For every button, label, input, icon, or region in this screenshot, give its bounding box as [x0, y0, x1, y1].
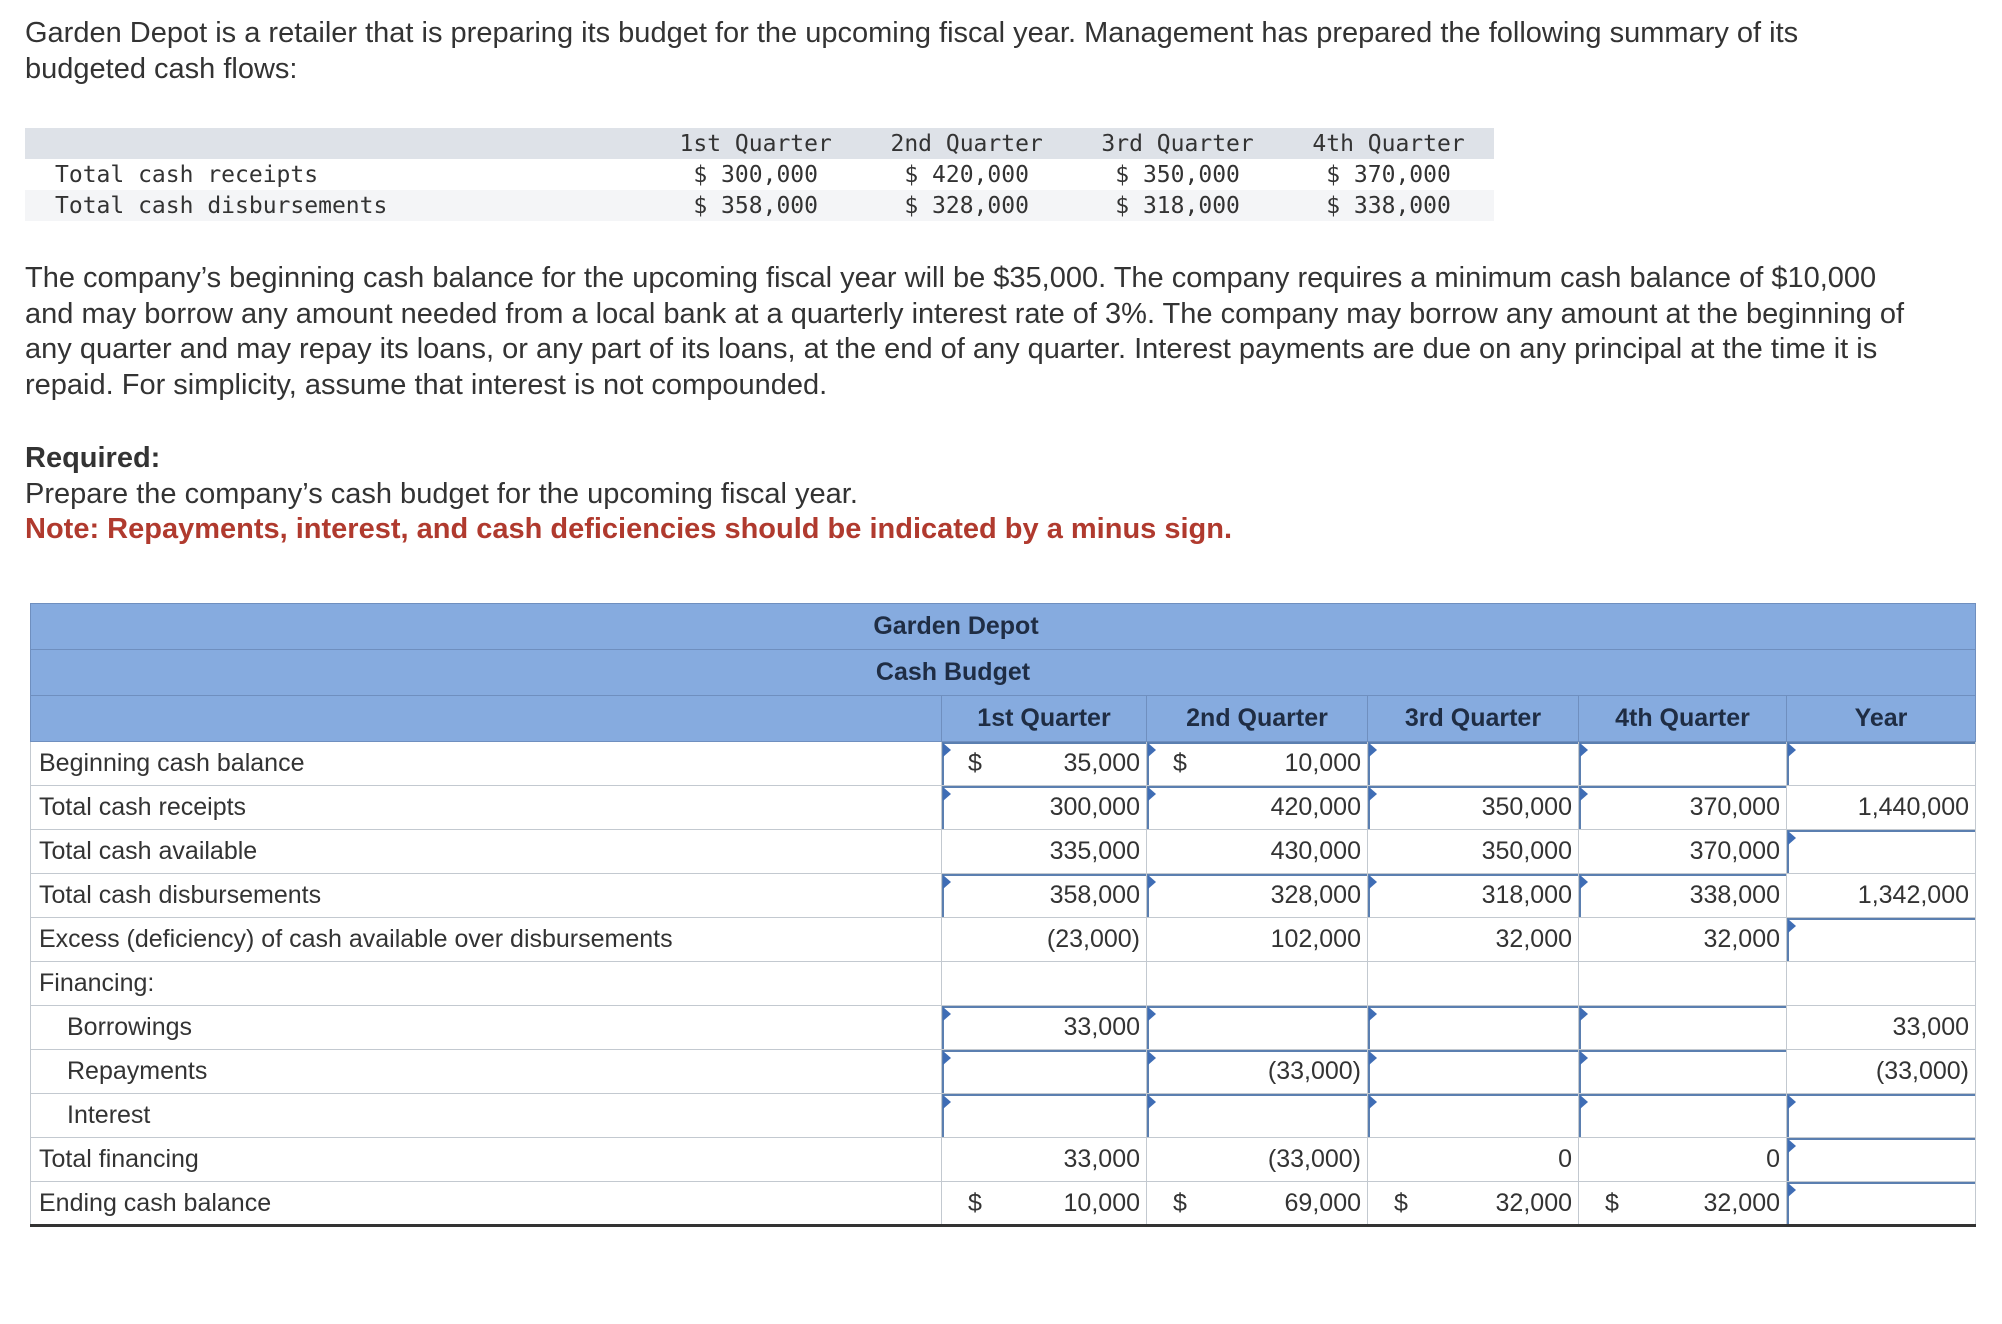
required-text: Prepare the company’s cash budget for the upcoming fiscal year. [25, 478, 858, 510]
row-label: Total financing [31, 1138, 942, 1182]
cell-value: 0 [1766, 1145, 1780, 1173]
currency-symbol: $ [1173, 1188, 1187, 1217]
cell-value: (23,000) [1046, 925, 1140, 953]
cell-value: 350,000 [1481, 793, 1572, 821]
row-label: Interest [31, 1094, 942, 1138]
cell-value: 33,000 [1063, 1145, 1140, 1173]
cell-value: 300,000 [1049, 793, 1140, 821]
input-cell[interactable] [1787, 742, 1976, 786]
cell-value: 358,000 [1049, 881, 1140, 909]
table-row [31, 1050, 1976, 1094]
cell-value: 35,000 [1063, 749, 1140, 777]
input-cell[interactable] [942, 1050, 1147, 1094]
input-cell[interactable] [1368, 1006, 1579, 1050]
cell-value: 1,342,000 [1857, 881, 1970, 909]
input-cell[interactable] [1787, 1094, 1976, 1138]
cell-value: 32,000 [1703, 925, 1780, 953]
required-note: Note: Repayments, interest, and cash deficiencies should be indicated by a minus sign. [25, 513, 1233, 545]
input-cell[interactable] [1579, 1050, 1787, 1094]
table-row [31, 830, 1976, 874]
input-cell[interactable] [1368, 874, 1579, 918]
input-cell[interactable] [942, 742, 1147, 786]
cell-value: 69,000 [1284, 1188, 1361, 1217]
column-header-q2: 2nd Quarter [1147, 696, 1368, 742]
title-row [31, 650, 1976, 696]
summary-row [25, 159, 1494, 190]
summary-cell: $ 328,000 [904, 192, 1029, 219]
cash-budget-table [30, 603, 1976, 1227]
cell-value: (33,000) [1267, 1145, 1361, 1173]
cell-value: 318,000 [1481, 881, 1572, 909]
input-cell[interactable] [1787, 1138, 1976, 1182]
table-row [31, 1006, 1976, 1050]
currency-symbol: $ [1394, 1188, 1408, 1217]
cell-value: 370,000 [1689, 837, 1780, 865]
summary-header: 1st Quarter [679, 130, 832, 157]
cell-value: 1,440,000 [1857, 793, 1970, 821]
cell-value: (33,000) [1267, 1057, 1361, 1085]
value-cell [1579, 1182, 1787, 1226]
value-cell [1787, 786, 1976, 830]
summary-row [25, 190, 1494, 221]
input-cell[interactable] [942, 1006, 1147, 1050]
cell-value: 32,000 [1703, 1188, 1780, 1217]
currency-symbol: $ [1605, 1188, 1619, 1217]
summary-cell: $ 420,000 [904, 161, 1029, 188]
intro-paragraph: Garden Depot is a retailer that is preparing its budget for the upcoming fiscal year. Management has prepared the following summary of its budgeted cash flows: [25, 17, 1799, 85]
problem-description: The company’s beginning cash balance for the upcoming fiscal year will be $35,000. The company requires a minimum cash balance of $10,000 and may borrow any amount needed from a local bank at a quarterly interest rate of 3%. The company may borrow any amount at the beginning of any quarter and may repay its loans, or any part of its loans, at the end of any quarter. Interest payments are due on any principal at the time it is repaid. For simplicity, assume that interest is not compounded. [25, 262, 1905, 401]
value-cell [1147, 918, 1368, 962]
table-row [31, 1094, 1976, 1138]
input-cell[interactable] [942, 1094, 1147, 1138]
input-cell[interactable] [1787, 918, 1976, 962]
input-cell[interactable] [1368, 786, 1579, 830]
company-name: Garden Depot [873, 612, 1039, 640]
cell-value: 430,000 [1270, 837, 1361, 865]
value-cell [1787, 1006, 1976, 1050]
summary-table [25, 128, 1494, 221]
input-cell[interactable] [1147, 1050, 1368, 1094]
row-label: Total cash available [31, 830, 942, 874]
cell-value: 32,000 [1495, 1188, 1572, 1217]
summary-cell: $ 318,000 [1115, 192, 1240, 219]
value-cell [1787, 874, 1976, 918]
column-header-row [31, 696, 1976, 742]
table-row [31, 742, 1976, 786]
cell-value: 335,000 [1049, 837, 1140, 865]
cell-value: 33,000 [1063, 1013, 1140, 1041]
column-header-q3: 3rd Quarter [1368, 696, 1579, 742]
column-header-q4: 4th Quarter [1579, 696, 1787, 742]
table-row [31, 874, 1976, 918]
cell-value: 328,000 [1270, 881, 1361, 909]
row-label: Excess (deficiency) of cash available over disbursements [31, 918, 942, 962]
input-cell[interactable] [1579, 874, 1787, 918]
row-label: Financing: [31, 962, 942, 1006]
currency-symbol: $ [1173, 749, 1187, 777]
summary-header-row [25, 128, 1494, 159]
input-cell[interactable] [1368, 742, 1579, 786]
cell-value: 370,000 [1689, 793, 1780, 821]
value-cell [1368, 1138, 1579, 1182]
row-label: Beginning cash balance [31, 742, 942, 786]
cell-value: 338,000 [1689, 881, 1780, 909]
cell-value: 10,000 [1063, 1188, 1140, 1217]
summary-row-label: Total cash disbursements [55, 192, 388, 219]
value-cell [1579, 1138, 1787, 1182]
input-cell[interactable] [1579, 1094, 1787, 1138]
table-row [31, 786, 1976, 830]
input-cell[interactable] [1147, 1006, 1368, 1050]
input-cell[interactable] [1147, 742, 1368, 786]
value-cell [1579, 918, 1787, 962]
input-cell[interactable] [1147, 1094, 1368, 1138]
summary-header: 4th Quarter [1312, 130, 1465, 157]
value-cell [1147, 830, 1368, 874]
value-cell [1368, 918, 1579, 962]
input-cell[interactable] [942, 786, 1147, 830]
input-cell[interactable] [1368, 1050, 1579, 1094]
table-row [31, 962, 1976, 1006]
summary-cell: $ 358,000 [693, 192, 818, 219]
row-label: Repayments [31, 1050, 942, 1094]
summary-cell: $ 338,000 [1326, 192, 1451, 219]
summary-cell: $ 300,000 [693, 161, 818, 188]
cell-value: 420,000 [1270, 793, 1361, 821]
budget-title: Cash Budget [875, 658, 1031, 686]
value-cell [1147, 1182, 1368, 1226]
summary-row-label: Total cash receipts [55, 161, 319, 188]
value-cell [942, 830, 1147, 874]
cell-value: 32,000 [1495, 925, 1572, 953]
value-cell [1579, 830, 1787, 874]
required-heading: Required: [25, 442, 161, 474]
currency-symbol: $ [968, 1188, 982, 1217]
value-cell [942, 918, 1147, 962]
value-cell [1368, 1182, 1579, 1226]
value-cell [1147, 1138, 1368, 1182]
input-cell[interactable] [1579, 742, 1787, 786]
input-cell[interactable] [1787, 830, 1976, 874]
summary-cell: $ 370,000 [1326, 161, 1451, 188]
value-cell [942, 1182, 1147, 1226]
cell-value: 10,000 [1284, 749, 1361, 777]
row-label: Total cash disbursements [31, 874, 942, 918]
row-label: Total cash receipts [31, 786, 942, 830]
input-cell[interactable] [1147, 874, 1368, 918]
input-cell[interactable] [1787, 1182, 1976, 1226]
table-row [31, 918, 1976, 962]
value-cell [942, 1138, 1147, 1182]
row-label: Borrowings [31, 1006, 942, 1050]
cell-value: (33,000) [1875, 1057, 1970, 1085]
cell-value: 350,000 [1481, 837, 1572, 865]
row-label: Ending cash balance [31, 1182, 942, 1226]
cell-value: 102,000 [1270, 925, 1361, 953]
table-row [31, 1182, 1976, 1226]
cell-value: 33,000 [1892, 1013, 1970, 1041]
input-cell[interactable] [942, 874, 1147, 918]
company-row [31, 604, 1976, 650]
currency-symbol: $ [968, 749, 982, 777]
input-cell[interactable] [1579, 786, 1787, 830]
column-header-q1: 1st Quarter [942, 696, 1147, 742]
value-cell [1787, 1050, 1976, 1094]
summary-header: 2nd Quarter [890, 130, 1043, 157]
summary-cell: $ 350,000 [1115, 161, 1240, 188]
cell-value: 0 [1558, 1145, 1572, 1173]
table-row [31, 1138, 1976, 1182]
input-cell[interactable] [1368, 1094, 1579, 1138]
input-cell[interactable] [1147, 786, 1368, 830]
input-cell[interactable] [1579, 1006, 1787, 1050]
summary-header: 3rd Quarter [1101, 130, 1254, 157]
value-cell [1368, 830, 1579, 874]
column-header-year: Year [1787, 696, 1976, 742]
